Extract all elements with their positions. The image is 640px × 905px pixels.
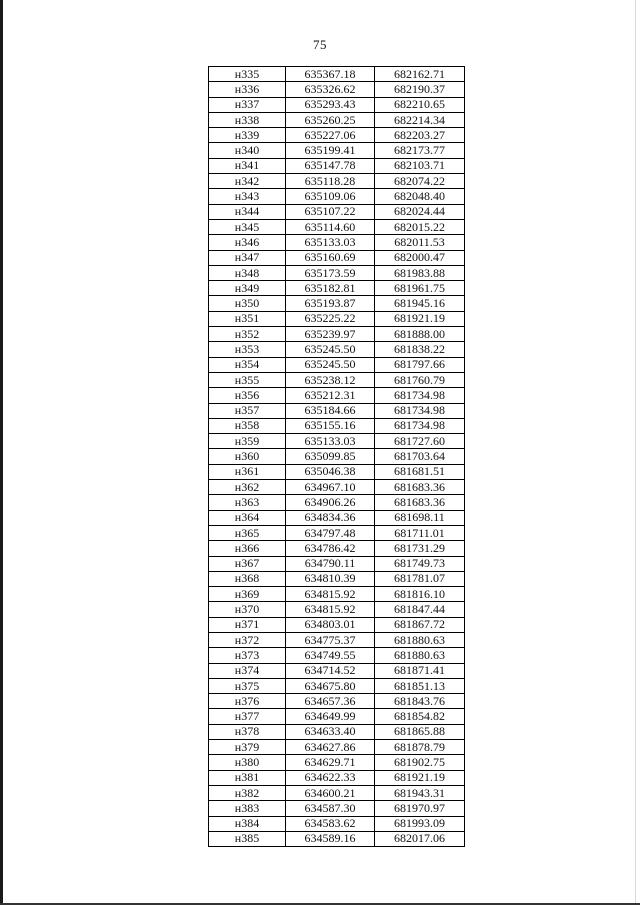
point-id-cell: н378 xyxy=(209,724,286,739)
point-id-cell: н369 xyxy=(209,587,286,602)
point-id-cell: н348 xyxy=(209,265,286,280)
x-coordinate-cell: 635182.81 xyxy=(286,281,375,296)
y-coordinate-cell: 681854.82 xyxy=(375,709,465,724)
point-id-cell: н360 xyxy=(209,449,286,464)
point-id-cell: н342 xyxy=(209,174,286,189)
table-row xyxy=(209,525,465,540)
x-coordinate-cell: 635046.38 xyxy=(286,464,375,479)
point-id-cell: н371 xyxy=(209,617,286,632)
point-id-cell: н359 xyxy=(209,434,286,449)
point-id-cell: н349 xyxy=(209,281,286,296)
point-id-cell: н375 xyxy=(209,678,286,693)
point-id-cell: н381 xyxy=(209,770,286,785)
scan-edge-left xyxy=(0,0,3,905)
x-coordinate-cell: 634649.99 xyxy=(286,709,375,724)
x-coordinate-cell: 635293.43 xyxy=(286,97,375,112)
x-coordinate-cell: 635239.97 xyxy=(286,327,375,342)
y-coordinate-cell: 682011.53 xyxy=(375,235,465,250)
point-id-cell: н358 xyxy=(209,418,286,433)
point-id-cell: н377 xyxy=(209,709,286,724)
table-row xyxy=(209,816,465,831)
y-coordinate-cell: 681993.09 xyxy=(375,816,465,831)
y-coordinate-cell: 681727.60 xyxy=(375,434,465,449)
table-row xyxy=(209,571,465,586)
point-id-cell: н346 xyxy=(209,235,286,250)
point-id-cell: н336 xyxy=(209,82,286,97)
point-id-cell: н344 xyxy=(209,204,286,219)
table-row xyxy=(209,495,465,510)
x-coordinate-cell: 634790.11 xyxy=(286,556,375,571)
y-coordinate-cell: 681797.66 xyxy=(375,357,465,372)
table-row xyxy=(209,831,465,846)
table-row xyxy=(209,801,465,816)
y-coordinate-cell: 681760.79 xyxy=(375,372,465,387)
table-row xyxy=(209,510,465,525)
y-coordinate-cell: 681880.63 xyxy=(375,632,465,647)
y-coordinate-cell: 681945.16 xyxy=(375,296,465,311)
table-row xyxy=(209,480,465,495)
y-coordinate-cell: 681867.72 xyxy=(375,617,465,632)
table-row xyxy=(209,250,465,265)
point-id-cell: н356 xyxy=(209,388,286,403)
table-row xyxy=(209,327,465,342)
y-coordinate-cell: 682103.71 xyxy=(375,158,465,173)
table-row xyxy=(209,418,465,433)
x-coordinate-cell: 634600.21 xyxy=(286,785,375,800)
x-coordinate-cell: 635107.22 xyxy=(286,204,375,219)
y-coordinate-cell: 681681.51 xyxy=(375,464,465,479)
table-row xyxy=(209,434,465,449)
table-row xyxy=(209,464,465,479)
table-row xyxy=(209,204,465,219)
x-coordinate-cell: 634587.30 xyxy=(286,801,375,816)
table-row xyxy=(209,235,465,250)
x-coordinate-cell: 634815.92 xyxy=(286,602,375,617)
table-row xyxy=(209,219,465,234)
x-coordinate-cell: 634906.26 xyxy=(286,495,375,510)
point-id-cell: н383 xyxy=(209,801,286,816)
point-id-cell: н362 xyxy=(209,480,286,495)
table-row xyxy=(209,296,465,311)
x-coordinate-cell: 635133.03 xyxy=(286,434,375,449)
scan-edge-right xyxy=(635,0,636,905)
y-coordinate-cell: 682210.65 xyxy=(375,97,465,112)
table-row xyxy=(209,372,465,387)
page-number: 75 xyxy=(313,37,327,52)
y-coordinate-cell: 681734.98 xyxy=(375,418,465,433)
point-id-cell: н368 xyxy=(209,571,286,586)
point-id-cell: н363 xyxy=(209,495,286,510)
x-coordinate-cell: 635155.16 xyxy=(286,418,375,433)
table-row xyxy=(209,740,465,755)
x-coordinate-cell: 634633.40 xyxy=(286,724,375,739)
y-coordinate-cell: 681871.41 xyxy=(375,663,465,678)
table-row xyxy=(209,724,465,739)
table-row xyxy=(209,67,465,82)
point-id-cell: н338 xyxy=(209,112,286,127)
table-row xyxy=(209,694,465,709)
y-coordinate-cell: 681880.63 xyxy=(375,648,465,663)
table-row xyxy=(209,357,465,372)
y-coordinate-cell: 681921.19 xyxy=(375,311,465,326)
point-id-cell: н340 xyxy=(209,143,286,158)
x-coordinate-cell: 634714.52 xyxy=(286,663,375,678)
y-coordinate-cell: 681816.10 xyxy=(375,587,465,602)
x-coordinate-cell: 635199.41 xyxy=(286,143,375,158)
point-id-cell: н366 xyxy=(209,541,286,556)
table-row xyxy=(209,311,465,326)
point-id-cell: н353 xyxy=(209,342,286,357)
table-row xyxy=(209,189,465,204)
point-id-cell: н364 xyxy=(209,510,286,525)
point-id-cell: н372 xyxy=(209,632,286,647)
x-coordinate-cell: 634629.71 xyxy=(286,755,375,770)
x-coordinate-cell: 635227.06 xyxy=(286,128,375,143)
x-coordinate-cell: 635147.78 xyxy=(286,158,375,173)
coordinates-table xyxy=(208,66,465,847)
table-row xyxy=(209,648,465,663)
x-coordinate-cell: 634622.33 xyxy=(286,770,375,785)
x-coordinate-cell: 634803.01 xyxy=(286,617,375,632)
x-coordinate-cell: 635367.18 xyxy=(286,67,375,82)
x-coordinate-cell: 634786.42 xyxy=(286,541,375,556)
y-coordinate-cell: 681970.97 xyxy=(375,801,465,816)
point-id-cell: н337 xyxy=(209,97,286,112)
y-coordinate-cell: 681961.75 xyxy=(375,281,465,296)
point-id-cell: н382 xyxy=(209,785,286,800)
point-id-cell: н354 xyxy=(209,357,286,372)
table-row xyxy=(209,449,465,464)
point-id-cell: н347 xyxy=(209,250,286,265)
y-coordinate-cell: 682017.06 xyxy=(375,831,465,846)
y-coordinate-cell: 682173.77 xyxy=(375,143,465,158)
x-coordinate-cell: 634967.10 xyxy=(286,480,375,495)
table-row xyxy=(209,403,465,418)
table-row xyxy=(209,541,465,556)
y-coordinate-cell: 681838.22 xyxy=(375,342,465,357)
y-coordinate-cell: 681847.44 xyxy=(375,602,465,617)
point-id-cell: н343 xyxy=(209,189,286,204)
table-row xyxy=(209,342,465,357)
x-coordinate-cell: 634675.80 xyxy=(286,678,375,693)
y-coordinate-cell: 682190.37 xyxy=(375,82,465,97)
point-id-cell: н367 xyxy=(209,556,286,571)
point-id-cell: н376 xyxy=(209,694,286,709)
table-row xyxy=(209,617,465,632)
x-coordinate-cell: 635109.06 xyxy=(286,189,375,204)
table-row xyxy=(209,663,465,678)
x-coordinate-cell: 634657.36 xyxy=(286,694,375,709)
x-coordinate-cell: 635173.59 xyxy=(286,265,375,280)
x-coordinate-cell: 634583.62 xyxy=(286,816,375,831)
y-coordinate-cell: 681902.75 xyxy=(375,755,465,770)
x-coordinate-cell: 634815.92 xyxy=(286,587,375,602)
table-row xyxy=(209,709,465,724)
y-coordinate-cell: 681683.36 xyxy=(375,480,465,495)
x-coordinate-cell: 634749.55 xyxy=(286,648,375,663)
point-id-cell: н361 xyxy=(209,464,286,479)
point-id-cell: н374 xyxy=(209,663,286,678)
x-coordinate-cell: 635260.25 xyxy=(286,112,375,127)
x-coordinate-cell: 635099.85 xyxy=(286,449,375,464)
point-id-cell: н384 xyxy=(209,816,286,831)
point-id-cell: н370 xyxy=(209,602,286,617)
y-coordinate-cell: 682214.34 xyxy=(375,112,465,127)
point-id-cell: н341 xyxy=(209,158,286,173)
y-coordinate-cell: 682015.22 xyxy=(375,219,465,234)
point-id-cell: н357 xyxy=(209,403,286,418)
y-coordinate-cell: 681734.98 xyxy=(375,403,465,418)
point-id-cell: н365 xyxy=(209,525,286,540)
y-coordinate-cell: 681703.64 xyxy=(375,449,465,464)
y-coordinate-cell: 681731.29 xyxy=(375,541,465,556)
y-coordinate-cell: 681698.11 xyxy=(375,510,465,525)
y-coordinate-cell: 681878.79 xyxy=(375,740,465,755)
point-id-cell: н345 xyxy=(209,219,286,234)
y-coordinate-cell: 681983.88 xyxy=(375,265,465,280)
coordinates-table-body xyxy=(209,67,465,847)
y-coordinate-cell: 682074.22 xyxy=(375,174,465,189)
point-id-cell: н385 xyxy=(209,831,286,846)
point-id-cell: н379 xyxy=(209,740,286,755)
y-coordinate-cell: 681921.19 xyxy=(375,770,465,785)
point-id-cell: н335 xyxy=(209,67,286,82)
table-row xyxy=(209,112,465,127)
x-coordinate-cell: 635245.50 xyxy=(286,342,375,357)
x-coordinate-cell: 635238.12 xyxy=(286,372,375,387)
y-coordinate-cell: 682048.40 xyxy=(375,189,465,204)
x-coordinate-cell: 635114.60 xyxy=(286,219,375,234)
y-coordinate-cell: 681865.88 xyxy=(375,724,465,739)
point-id-cell: н355 xyxy=(209,372,286,387)
table-row xyxy=(209,128,465,143)
point-id-cell: н352 xyxy=(209,327,286,342)
x-coordinate-cell: 635225.22 xyxy=(286,311,375,326)
point-id-cell: н380 xyxy=(209,755,286,770)
x-coordinate-cell: 634627.86 xyxy=(286,740,375,755)
y-coordinate-cell: 681781.07 xyxy=(375,571,465,586)
table-row xyxy=(209,678,465,693)
table-row xyxy=(209,755,465,770)
point-id-cell: н350 xyxy=(209,296,286,311)
y-coordinate-cell: 681888.00 xyxy=(375,327,465,342)
point-id-cell: н373 xyxy=(209,648,286,663)
y-coordinate-cell: 681711.01 xyxy=(375,525,465,540)
table-row xyxy=(209,158,465,173)
x-coordinate-cell: 634810.39 xyxy=(286,571,375,586)
y-coordinate-cell: 681943.31 xyxy=(375,785,465,800)
table-row xyxy=(209,587,465,602)
x-coordinate-cell: 635212.31 xyxy=(286,388,375,403)
y-coordinate-cell: 682203.27 xyxy=(375,128,465,143)
y-coordinate-cell: 682162.71 xyxy=(375,67,465,82)
y-coordinate-cell: 681749.73 xyxy=(375,556,465,571)
table-row xyxy=(209,281,465,296)
table-row xyxy=(209,556,465,571)
x-coordinate-cell: 635118.28 xyxy=(286,174,375,189)
table-row xyxy=(209,785,465,800)
table-row xyxy=(209,82,465,97)
table-row xyxy=(209,265,465,280)
x-coordinate-cell: 635193.87 xyxy=(286,296,375,311)
table-row xyxy=(209,388,465,403)
x-coordinate-cell: 635326.62 xyxy=(286,82,375,97)
point-id-cell: н339 xyxy=(209,128,286,143)
x-coordinate-cell: 635133.03 xyxy=(286,235,375,250)
x-coordinate-cell: 634797.48 xyxy=(286,525,375,540)
x-coordinate-cell: 635160.69 xyxy=(286,250,375,265)
y-coordinate-cell: 681851.13 xyxy=(375,678,465,693)
x-coordinate-cell: 635245.50 xyxy=(286,357,375,372)
x-coordinate-cell: 634834.36 xyxy=(286,510,375,525)
x-coordinate-cell: 635184.66 xyxy=(286,403,375,418)
y-coordinate-cell: 681683.36 xyxy=(375,495,465,510)
point-id-cell: н351 xyxy=(209,311,286,326)
y-coordinate-cell: 681734.98 xyxy=(375,388,465,403)
y-coordinate-cell: 682024.44 xyxy=(375,204,465,219)
table-row xyxy=(209,97,465,112)
y-coordinate-cell: 682000.47 xyxy=(375,250,465,265)
x-coordinate-cell: 634775.37 xyxy=(286,632,375,647)
table-row xyxy=(209,143,465,158)
table-row xyxy=(209,632,465,647)
table-row xyxy=(209,770,465,785)
y-coordinate-cell: 681843.76 xyxy=(375,694,465,709)
table-row xyxy=(209,174,465,189)
table-row xyxy=(209,602,465,617)
x-coordinate-cell: 634589.16 xyxy=(286,831,375,846)
